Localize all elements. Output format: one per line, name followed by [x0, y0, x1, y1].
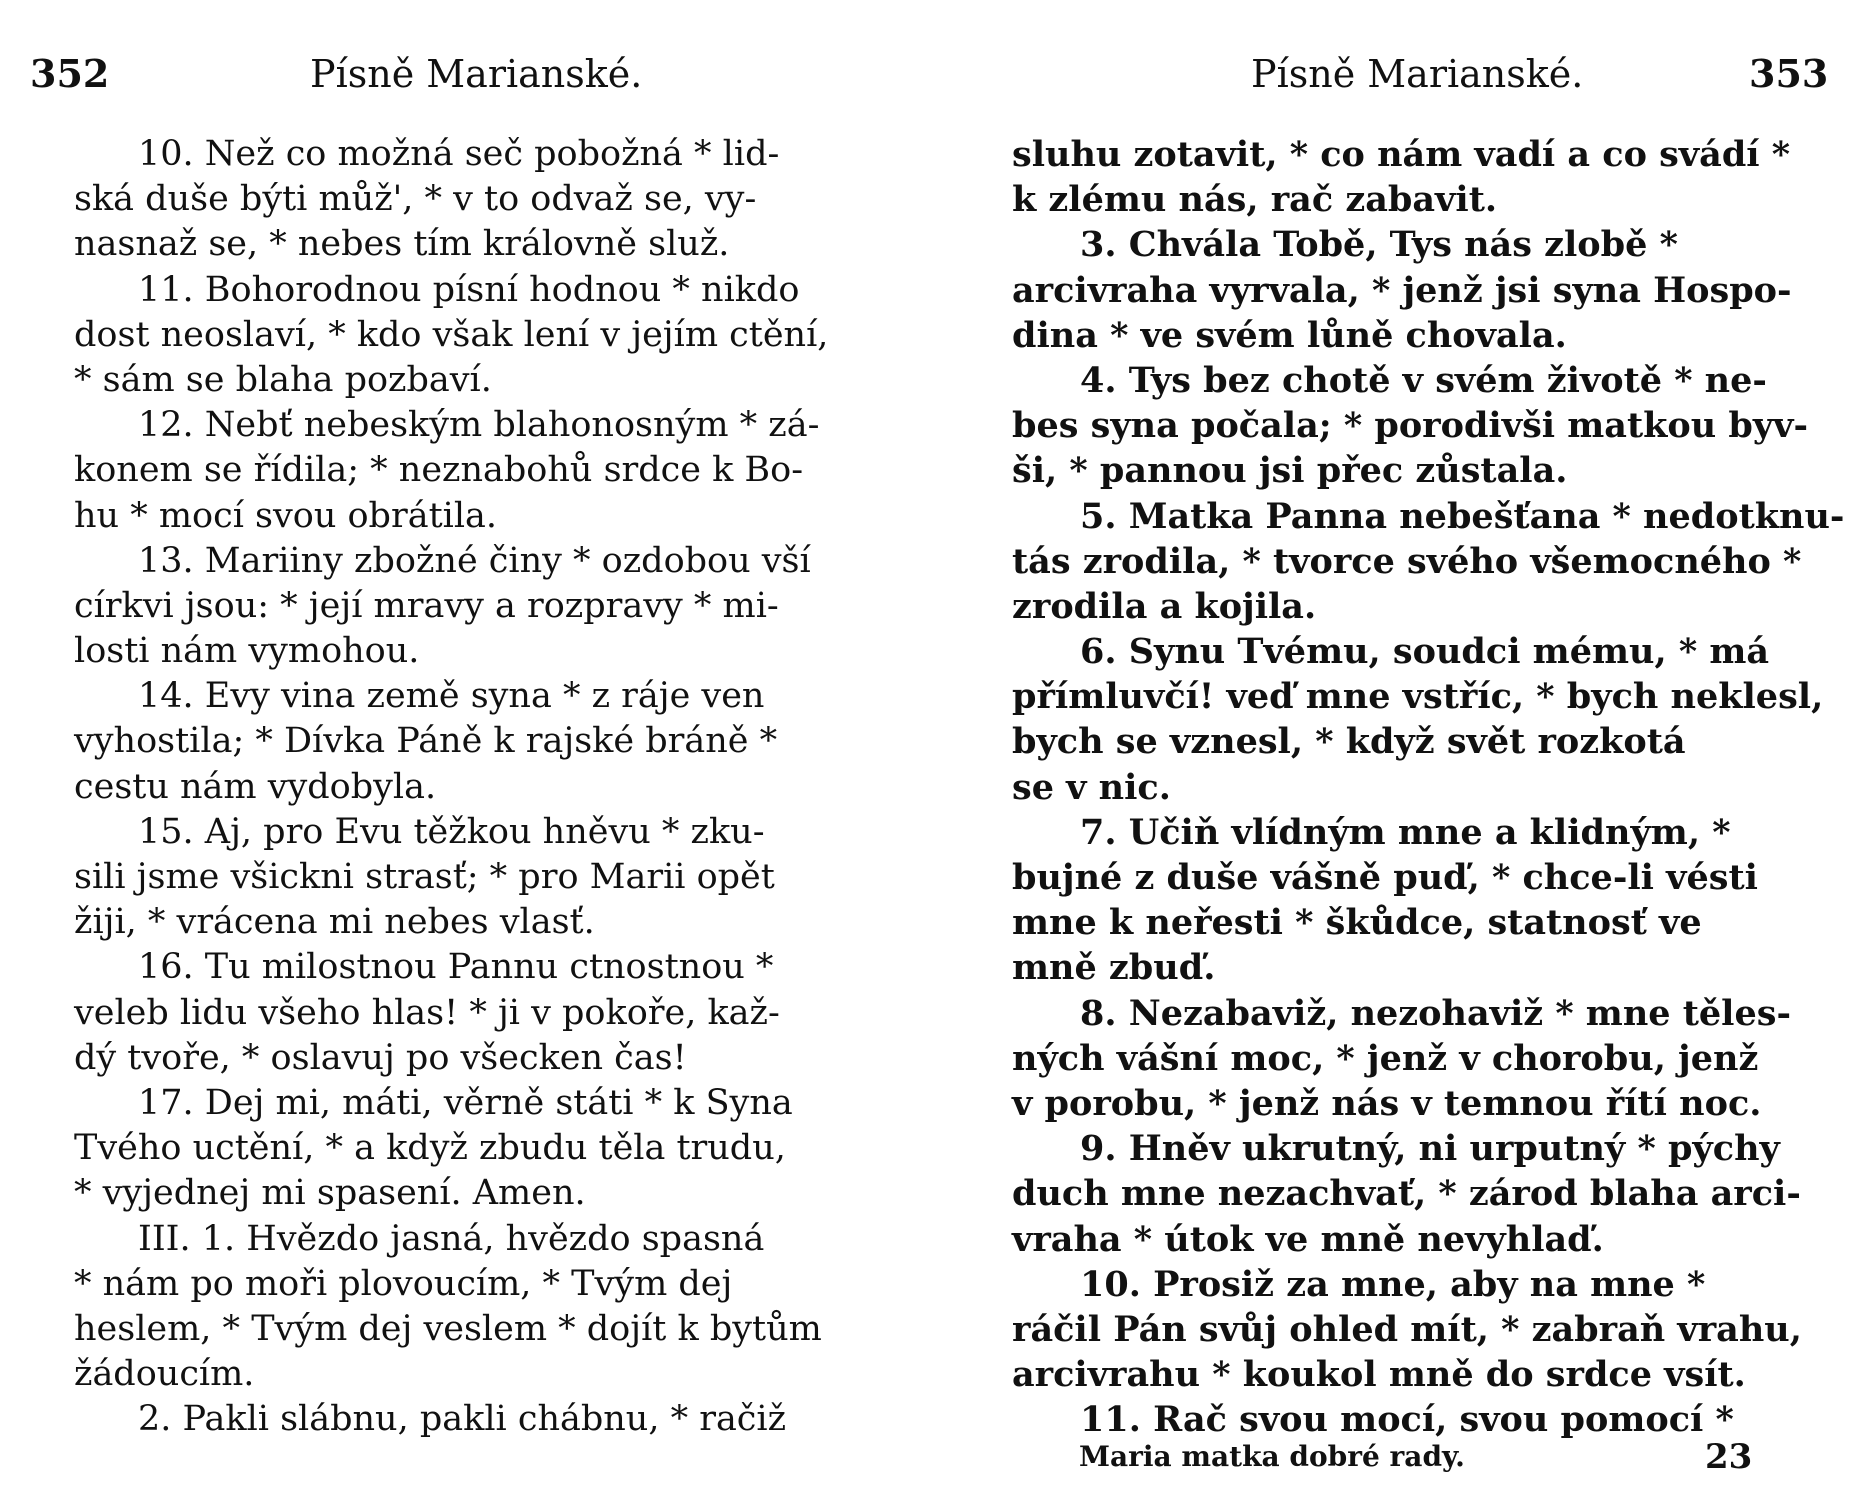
right-text-column: [1012, 132, 1845, 1442]
text-line: 11. Bohorodnou písní hodnou * nikdo: [138, 269, 800, 310]
text-line: 17. Dej mi, máti, věrně státi * k Syna: [138, 1082, 793, 1123]
text-line: přímluvčí! veď mne vstříc, * bych neklesl,: [1012, 676, 1824, 718]
text-line: vyhostila; * Dívka Páně k rajské bráně *: [74, 721, 778, 762]
text-line: 10. Prosiž za mne, aby na mne *: [1080, 1263, 1706, 1305]
text-line: 11. Rač svou mocí, svou pomocí *: [1080, 1399, 1734, 1441]
text-line: heslem, * Tvým dej veslem * dojít k bytům: [74, 1308, 822, 1349]
text-line: se v nic.: [1012, 766, 1171, 808]
text-line: dina * ve svém lůně chovala.: [1012, 314, 1567, 356]
text-line: duch mne nezachvať, * zárod blaha arci-: [1012, 1173, 1801, 1215]
text-line: * sám se blaha pozbaví.: [74, 359, 492, 400]
text-line: 9. Hněv ukrutný, ni urputný * pýchy: [1080, 1128, 1780, 1170]
text-line: 15. Aj, pro Evu těžkou hněvu * zku-: [138, 811, 765, 852]
text-line: vraha * útok ve mně nevyhlaď.: [1012, 1218, 1604, 1260]
text-line: 13. Mariiny zbožné činy * ozdobou vší: [138, 540, 811, 581]
left-page-number: 352: [30, 51, 110, 96]
text-line: 14. Evy vina země syna * z ráje ven: [138, 676, 765, 717]
text-line: ská duše býti můž', * v to odvaž se, vy-: [74, 179, 757, 220]
text-line: k zlému nás, rač zabavit.: [1012, 179, 1498, 221]
footer-sheet-number: 23: [1705, 1437, 1753, 1477]
text-line: losti nám vymohou.: [74, 631, 420, 672]
text-line: sili jsme všickni strasť; * pro Marii opět: [74, 857, 775, 897]
text-line: veleb lidu všeho hlas! * ji v pokoře, kaž-: [74, 992, 780, 1033]
text-line: 16. Tu milostnou Pannu ctnostnou *: [138, 947, 774, 988]
right-page-number: 353: [1749, 51, 1829, 96]
text-line: arcivrahu * koukol mně do srdce vsít.: [1012, 1354, 1746, 1396]
text-line: mně zbuď.: [1012, 947, 1216, 989]
text-line: ši, * pannou jsi přec zůstala.: [1012, 450, 1568, 492]
text-line: 6. Synu Tvému, soudci mému, * má: [1080, 631, 1770, 673]
text-line: mne k neřesti * škůdce, statnosť ve: [1012, 902, 1702, 944]
left-text-column: [74, 132, 874, 1442]
text-line: * nám po moři plovoucím, * Tvým dej: [74, 1263, 733, 1304]
text-line: III. 1. Hvězdo jasná, hvězdo spasná: [138, 1218, 765, 1259]
text-line: dost neoslaví, * kdo však lení v jejím ctění,: [74, 314, 829, 355]
text-line: nasnaž se, * nebes tím královně služ.: [74, 224, 730, 265]
text-line: dý tvoře, * oslavuj po všecken čas!: [74, 1037, 687, 1078]
footer-signature: Maria matka dobré rady.: [1079, 1440, 1465, 1473]
text-line: 2. Pakli slábnu, pakli chábnu, * račiž: [138, 1399, 787, 1440]
text-line: tás zrodila, * tvorce svého všemocného *: [1012, 540, 1802, 582]
text-line: * vyjednej mi spasení. Amen.: [74, 1173, 586, 1214]
text-line: 8. Nezabaviž, nezohaviž * mne těles-: [1080, 992, 1791, 1034]
text-line: bujné z duše vášně puď, * chce-li vésti: [1012, 857, 1758, 898]
text-line: arcivraha vyrvala, * jenž jsi syna Hospo-: [1012, 269, 1792, 311]
text-line: 7. Učiň vlídným mne a klidným, *: [1080, 811, 1731, 853]
text-line: 10. Než co možná seč pobožná * lid-: [138, 134, 780, 174]
text-line: sluhu zotavit, * co nám vadí a co svádí *: [1012, 134, 1791, 175]
left-running-title: Písně Marianské.: [310, 52, 643, 96]
text-line: 12. Nebť nebeským blahonosným * zá-: [138, 405, 820, 446]
text-line: bych se vznesl, * když svět rozkotá: [1012, 721, 1686, 763]
right-running-title: Písně Marianské.: [1251, 52, 1584, 96]
text-line: 5. Matka Panna nebešťana * nedotknu-: [1080, 495, 1845, 537]
text-line: 4. Tys bez chotě v svém životě * ne-: [1080, 359, 1767, 401]
text-line: žádoucím.: [74, 1354, 255, 1395]
text-line: zrodila a kojila.: [1012, 585, 1317, 627]
text-line: cestu nám vydobyla.: [74, 766, 437, 807]
text-line: ráčil Pán svůj ohled mít, * zabraň vrahu,: [1012, 1308, 1802, 1350]
text-line: církvi jsou: * její mravy a rozpravy * mi-: [74, 585, 779, 626]
text-line: ných vášní moc, * jenž v chorobu, jenž: [1012, 1037, 1759, 1079]
text-line: Tvého uctění, * a když zbudu těla trudu,: [74, 1128, 786, 1169]
text-line: hu * mocí svou obrátila.: [74, 495, 498, 536]
text-line: v porobu, * jenž nás v temnou řítí noc.: [1012, 1082, 1762, 1124]
right-page: [931, 0, 1862, 1500]
text-line: žiji, * vrácena mi nebes vlasť.: [74, 902, 595, 943]
text-line: 3. Chvála Tobě, Tys nás zlobě *: [1080, 224, 1678, 266]
text-line: konem se řídila; * neznabohů srdce k Bo-: [74, 450, 804, 491]
text-line: bes syna počala; * porodivši matkou byv-: [1012, 405, 1809, 447]
